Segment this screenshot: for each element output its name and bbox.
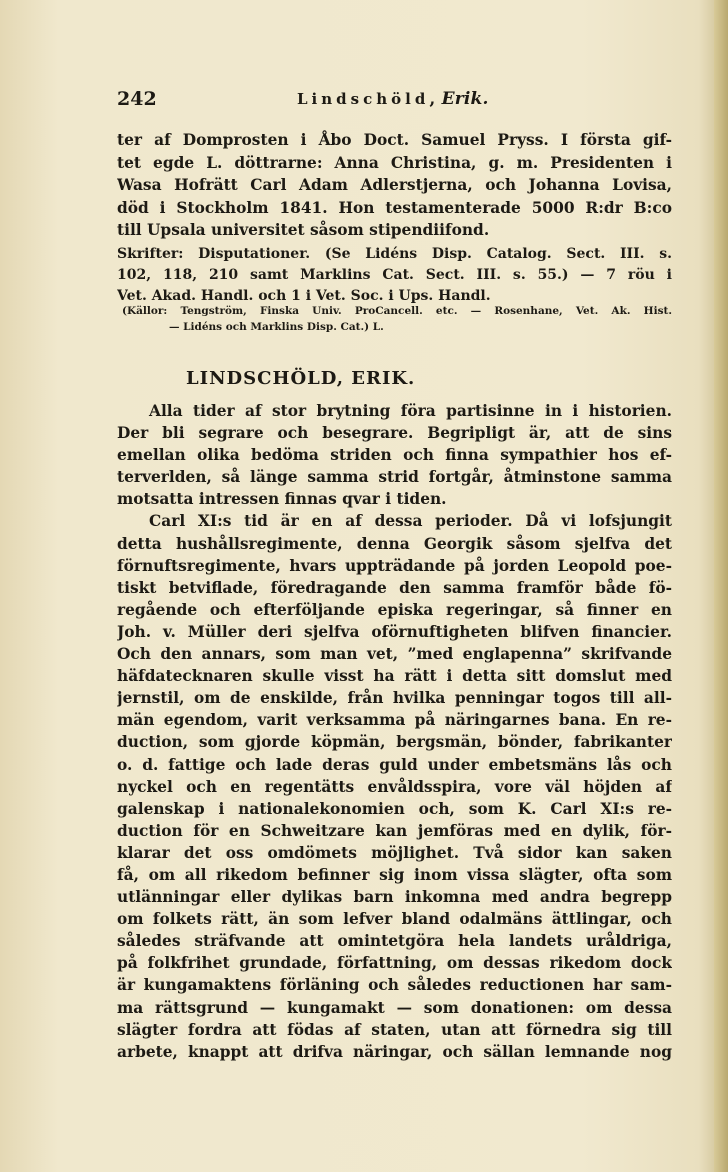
sources-section <box>117 304 672 335</box>
text-line: till Upsala universitet såsom stipendiifond. <box>117 221 490 239</box>
text-line: således sträfvande att omintetgöra hela landets uråldriga, <box>117 932 672 951</box>
running-head: Lindschöld, Erik. <box>297 89 489 109</box>
text-line: förnuftsregimente, hvars uppträdande på jorden Leopold poe- <box>117 556 672 575</box>
text-line: 102, 118, 210 samt Marklins Cat. Sect. III. s. 55.) — 7 röu i <box>117 267 672 283</box>
text-line: Wasa Hofrätt Carl Adam Adlerstjerna, och Johanna Lovisa, <box>117 176 672 194</box>
text-line: Carl XI:s tid är en af dessa perioder. Då vi lofsjungit <box>149 512 672 531</box>
text-line: Vet. Akad. Handl. och 1 i Vet. Soc. i Ups. Handl. <box>117 288 491 304</box>
running-head-name: Lindschöld <box>297 90 430 108</box>
text-line: Alla tider af stor brytning föra partisinne in i historien. <box>149 402 672 420</box>
text-line: klarar det oss omdömets möjlighet. Två sidor kan saken <box>117 843 672 862</box>
article-heading: LINDSCHÖLD, ERIK. <box>186 368 416 389</box>
text-line: ter af Domprosten i Åbo Doct. Samuel Pryss. I första gif- <box>117 131 672 149</box>
text-line: detta hushållsregimente, denna Georgik såsom sjelfva det <box>117 534 672 553</box>
text-line: jernstil, om de enskilde, från hvilka penningar togos till all- <box>117 689 672 708</box>
text-line: motsatta intressen finnas qvar i tiden. <box>117 490 447 509</box>
text-line: duction, som gjorde köpmän, bergsmän, bönder, fabrikanter <box>117 733 672 752</box>
text-line: häfdatecknaren skulle visst ha rätt i detta sitt domslut med <box>117 667 672 686</box>
text-line: Skrifter: Disputationer. (Se Lidéns Disp. Catalog. Sect. III. s. <box>117 246 672 262</box>
text-line: tiskt betviflade, föredragande den samma framför både fö- <box>117 578 672 597</box>
text-line: emellan olika bedöma striden och finna sympathier hos ef- <box>117 446 672 465</box>
text-line: Der bli segrare och besegrare. Begripligt är, att de sins <box>117 424 672 443</box>
text-line: är kungamaktens förläning och således reductionen har sam- <box>117 976 672 995</box>
page-number: 242 <box>117 88 157 110</box>
writings-section <box>117 244 672 307</box>
text-line: duction för en Schweitzare kan jemföras med en dylik, för- <box>117 821 672 840</box>
article-body <box>117 400 672 1063</box>
text-line: utlänningar eller dylikas barn inkomna med andra begrepp <box>117 888 672 907</box>
text-line: ma rättsgrund — kungamakt — som donationen: om dessa <box>117 998 672 1017</box>
text-line: om folkets rätt, än som lefver bland odalmäns ättlingar, och <box>117 910 672 929</box>
text-line: slägter fordra att födas af staten, utan att förnedra sig till <box>117 1020 672 1039</box>
text-line: galenskap i nationalekonomien och, som K. Carl XI:s re- <box>117 799 672 818</box>
text-line: Och den annars, som man vet, ”med englapenna” skrifvande <box>117 645 672 664</box>
running-head-italic: Erik. <box>441 89 489 109</box>
text-line: på folkfrihet grundade, författning, om dessas rikedom dock <box>117 954 672 973</box>
text-line: (Källor: Tengström, Finska Univ. ProCancell. etc. — Rosenhane, Vet. Ak. Hist. <box>122 305 672 317</box>
text-line: Joh. v. Müller deri sjelfva oförnuftigheten blifven financier. <box>117 622 672 641</box>
text-line: regående och efterföljande episka regeringar, så finner en <box>117 600 672 619</box>
previous-entry-end <box>117 129 672 242</box>
page-edge <box>714 0 728 1172</box>
text-line: o. d. fattige och lade deras guld under embetsmäns lås och <box>117 755 672 774</box>
text-line: nyckel och en regentätts envåldsspira, vore väl höjden af <box>117 777 672 796</box>
text-line: terverlden, så länge samma strid fortgår, åtminstone samma <box>117 468 672 487</box>
text-line: tet egde L. döttrarne: Anna Christina, g. m. Presidenten i <box>117 153 672 172</box>
text-line: död i Stockholm 1841. Hon testamenterade 5000 R:dr B:co <box>117 198 672 217</box>
page-header <box>117 88 677 114</box>
text-line: få, om all rikedom befinner sig inom vissa slägter, ofta som <box>117 865 672 884</box>
text-line: män egendom, varit verksamma på näringarnes bana. En re- <box>117 711 672 730</box>
text-line: — Lidéns och Marklins Disp. Cat.) L. <box>169 320 384 333</box>
text-line: arbete, knappt att drifva näringar, och sällan lemnande nog <box>117 1042 672 1061</box>
